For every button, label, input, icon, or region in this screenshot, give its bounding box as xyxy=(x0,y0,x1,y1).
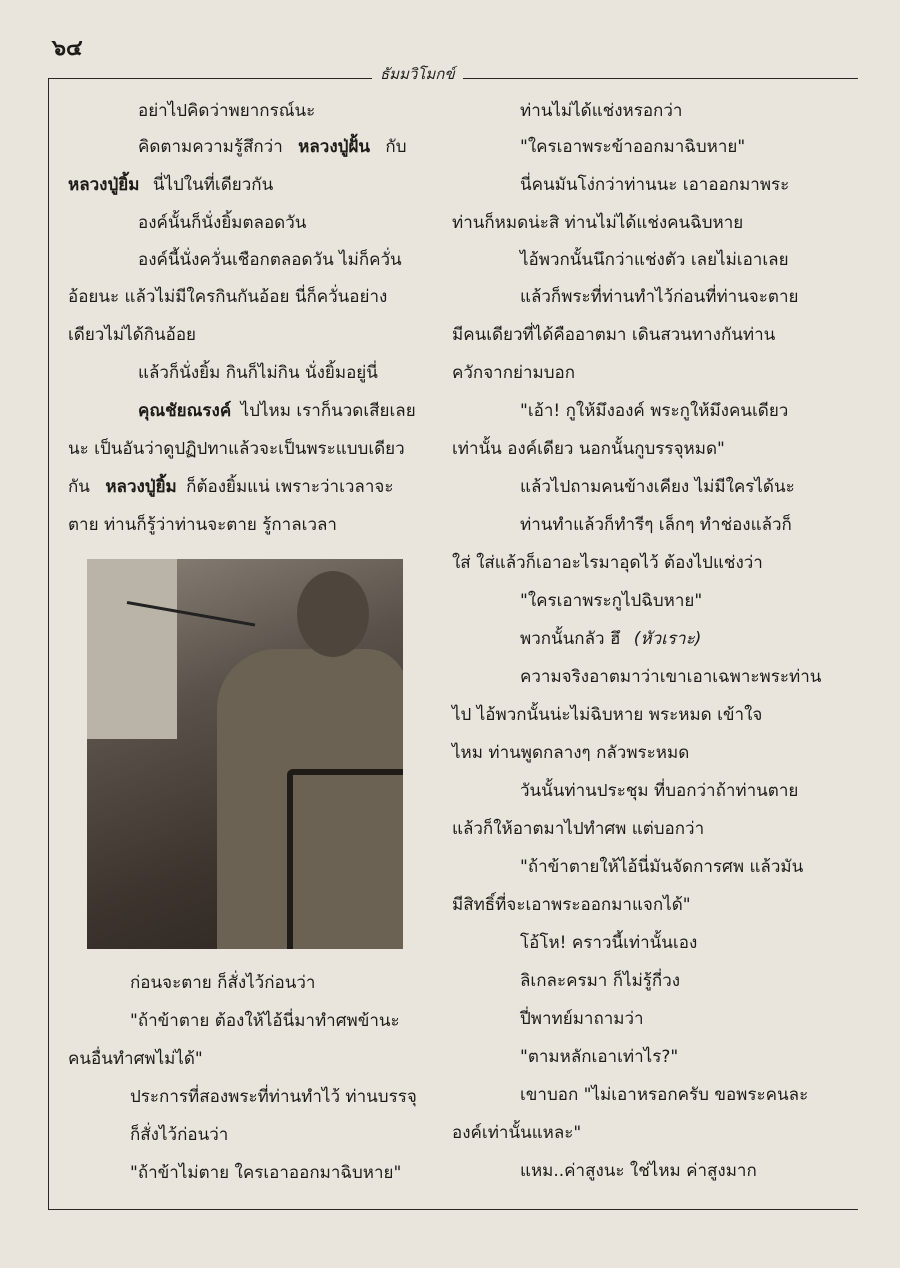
text-line: เขาบอก "ไม่เอาหรอกครับ ขอพระคนละ xyxy=(520,1085,809,1105)
bold-name: หลวงปู่ยิ้ม xyxy=(68,175,140,195)
text-line: ควักจากย่ามบอก xyxy=(452,363,576,383)
text-line: "ถ้าข้าตายให้ไอ้นี่มันจัดการศพ แล้วมัน xyxy=(520,857,804,877)
text-line: ท่านไม่ได้แช่งหรอกว่า xyxy=(520,101,683,121)
text-line xyxy=(68,476,394,498)
text-line: โอ้โห! คราวนี้เท่านั้นเอง xyxy=(520,933,698,953)
text-span: กัน xyxy=(68,477,90,497)
text-line: แล้วก็พระที่ท่านทำไว้ก่อนที่ท่านจะตาย xyxy=(520,287,799,307)
page-number: ๖๔ xyxy=(52,36,83,61)
running-header: ธัมมวิโมกข์ xyxy=(372,62,463,86)
text-line: วันนั้นท่านประชุม ที่บอกว่าถ้าท่านตาย xyxy=(520,781,799,801)
text-span: ไปไหม เราก็นวดเสียเลย xyxy=(240,401,416,421)
text-line: แหม..ค่าสูงนะ ใช่ไหม ค่าสูงมาก xyxy=(520,1161,757,1181)
text-line: เดียวไม่ได้กินอ้อย xyxy=(68,325,196,345)
text-line: ไป ไอ้พวกนั้นน่ะไม่ฉิบหาย พระหมด เข้าใจ xyxy=(452,705,763,725)
text-span: นี่ไปในที่เดียวกัน xyxy=(152,175,274,195)
text-line: "ใครเอาพระกูไปฉิบหาย" xyxy=(520,591,703,611)
text-line: "ตามหลักเอาเท่าไร?" xyxy=(520,1047,679,1067)
text-line: ความจริงอาตมาว่าเขาเอาเฉพาะพระท่าน xyxy=(520,667,822,687)
text-line: องค์นั้นก็นั่งยิ้มตลอดวัน xyxy=(138,213,307,233)
text-line xyxy=(138,400,416,422)
text-line: ลิเกละครมา ก็ไม่รู้กี่วง xyxy=(520,971,681,991)
text-line: แล้วก็ให้อาตมาไปทำศพ แต่บอกว่า xyxy=(452,819,705,839)
text-line: มีสิทธิ์ที่จะเอาพระออกมาแจกได้" xyxy=(452,895,691,915)
text-line xyxy=(520,628,701,650)
italic-note: (หัวเราะ) xyxy=(633,629,702,649)
text-line: ท่านก็หมดน่ะสิ ท่านไม่ได้แช่งคนฉิบหาย xyxy=(452,213,744,233)
text-line: นี่คนมันโง่กว่าท่านนะ เอาออกมาพระ xyxy=(520,175,790,195)
bold-name: หลวงปู่ยิ้ม xyxy=(105,477,177,497)
text-span: พวกนั้นกลัว ฮึ xyxy=(520,629,621,649)
text-line: ประการที่สองพระที่ท่านทำไว้ ท่านบรรจุ xyxy=(130,1087,417,1107)
text-line: "ถ้าข้าไม่ตาย ใครเอาออกมาฉิบหาย" xyxy=(130,1163,402,1183)
text-line: แล้วไปถามคนข้างเคียง ไม่มีใครได้นะ xyxy=(520,477,795,497)
text-span: คิดตามความรู้สึกว่า xyxy=(138,137,283,157)
text-line: มีคนเดียวที่ได้คืออาตมา เดินสวนทางกันท่าน xyxy=(452,325,776,345)
text-line xyxy=(138,136,407,158)
bold-name: คุณชัยณรงค์ xyxy=(138,401,232,421)
text-line: อ้อยนะ แล้วไม่มีใครกินกันอ้อย นี่ก็ควั่นอย่าง xyxy=(68,287,388,307)
text-line xyxy=(68,174,273,196)
text-line: ไหม ท่านพูดกลางๆ กลัวพระหมด xyxy=(452,743,690,763)
text-span: ก็ต้องยิ้มแน่ เพราะว่าเวลาจะ xyxy=(186,477,394,497)
text-line: ตาย ท่านก็รู้ว่าท่านจะตาย รู้กาลเวลา xyxy=(68,515,337,535)
text-line: ท่านทำแล้วก็ทำรีๆ เล็กๆ ทำช่องแล้วก็ xyxy=(520,515,792,535)
text-line: ก่อนจะตาย ก็สั่งไว้ก่อนว่า xyxy=(130,973,316,993)
text-line: ใส่ ใส่แล้วก็เอาอะไรมาอุดไว้ ต้องไปแช่งว่า xyxy=(452,553,763,573)
monk-photo xyxy=(87,559,403,949)
text-span: กับ xyxy=(385,137,407,157)
text-line: เท่านั้น องค์เดียว นอกนั้นกูบรรจุหมด" xyxy=(452,439,725,459)
text-line: ก็สั่งไว้ก่อนว่า xyxy=(130,1125,229,1145)
frame-bottom xyxy=(48,1209,858,1210)
text-line: คนอื่นทำศพไม่ได้" xyxy=(68,1049,203,1069)
frame-left xyxy=(48,78,49,1209)
bold-name: หลวงปู่ฝั้น xyxy=(298,137,371,157)
text-line: แล้วก็นั่งยิ้ม กินก็ไม่กิน นั่งยิ้มอยู่นี่ xyxy=(138,363,378,383)
text-line: อย่าไปคิดว่าพยากรณ์นะ xyxy=(138,101,316,121)
text-line: "ใครเอาพระข้าออกมาฉิบหาย" xyxy=(520,137,746,157)
text-line: นะ เป็นอันว่าดูปฏิปทาแล้วจะเป็นพระแบบเดียว xyxy=(68,439,405,459)
text-line: "เอ้า! กูให้มึงองค์ พระกูให้มึงคนเดียว xyxy=(520,401,789,421)
text-line: ไอ้พวกนั้นนึกว่าแช่งตัว เลยไม่เอาเลย xyxy=(520,250,789,270)
text-line: ปี่พาทย์มาถามว่า xyxy=(520,1009,644,1029)
text-line: องค์นี้นั่งควั่นเชือกตลอดวัน ไม่ก็ควั่น xyxy=(138,250,402,270)
text-line: องค์เท่านั้นแหละ" xyxy=(452,1123,582,1143)
text-line: "ถ้าข้าตาย ต้องให้ไอ้นี่มาทำศพข้านะ xyxy=(130,1011,400,1031)
